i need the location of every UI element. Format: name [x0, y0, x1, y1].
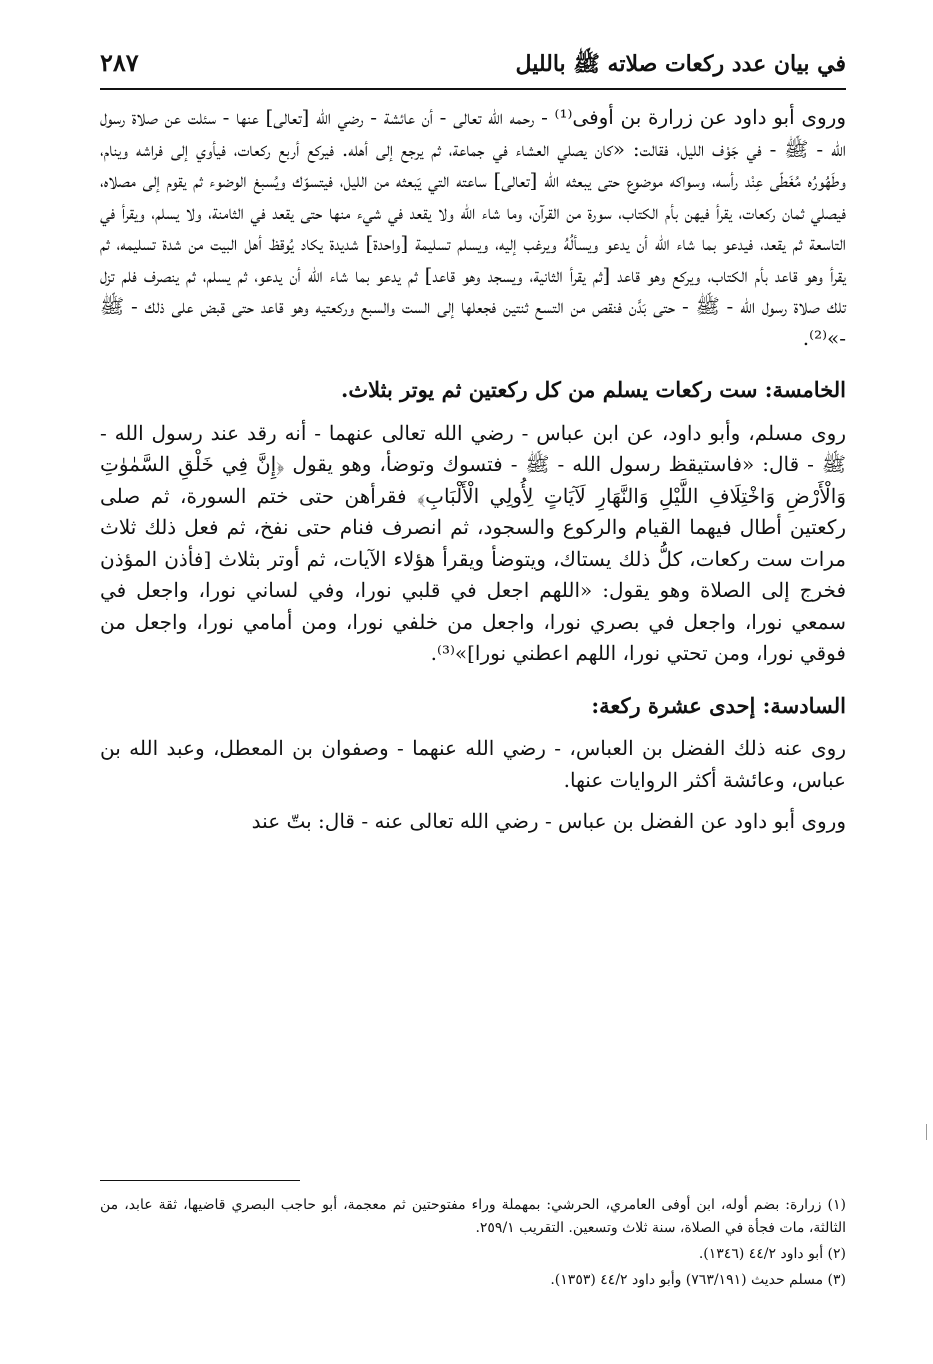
section-heading-sixth: السادسة: إحدى عشرة ركعة:: [591, 692, 846, 718]
running-header: [100, 48, 846, 90]
paragraph-ibn-abbas: روى مسلم، وأبو داود، عن ابن عباس - رضي الله تعالى عنهما - أنه رقد عند رسول الله - ﷺ - قال: «فاستيقظ رسول الله - ﷺ - فتسوك وتوضأ، وهو يقول ﴿إِنَّ فِي خَلْقِ السَّمٰوٰتِ وَالْأَرْضِ وَاخْتِلَافِ اللَّيْلِ وَالنَّهَارِ لَآيَاتٍ لِأُولِي الْأَلْبَابِ﴾ فقرأهن حتى ختم السورة، ثم صلى ركعتين أطال فيهما القيام والركوع والسجود، ثم انصرف فنام حتى نفخ، ثم فعل ذلك ثلاث مرات ست ركعات، كلُّ ذلك يستاك، ويتوضأ ويقرأ هؤلاء الآيات، ثم أوتر بثلاث [فأذن المؤذن فخرج إلى الصلاة وهو يقول: «اللهم اجعل في قلبي نورا، وفي لساني نورا، واجعل في سمعي نورا، واجعل في بصري نورا، واجعل من خلفي نورا، ومن أمامي نورا، واجعل من فوقي نورا، ومن تحتي نورا، اللهم اعطني نورا]»⁽³⁾.: [100, 420, 846, 665]
footnotes: [100, 1194, 846, 1295]
paragraph-narrators: روى عنه ذلك الفضل بن العباس، - رضي الله عنهما - وصفوان بن المعطل، وعبد الله بن عباس، وعائشة أكثر الروايات عنها.: [100, 736, 846, 792]
footnote-separator: [100, 1180, 300, 1181]
section-heading-fifth: الخامسة: ست ركعات يسلم من كل ركعتين ثم يوتر بثلاث.: [341, 377, 846, 402]
footnote-1: (١) زرارة: بضم أوله، ابن أوفى العامري، الحرشي: بمهملة وراء مفتوحتين ثم معجمة، أبو حاجب البصري قاضيها، ثقة عابد، من الثالثة، مات فجأة في الصلاة، سنة ثلاث وتسعين. التقريب ٢٥٩/١.: [100, 1197, 846, 1236]
footnote-2: (٢) أبو داود ٤٤/٢ (١٣٤٦).: [698, 1246, 846, 1262]
paragraph-fadl-ibn-abbas: وروى أبو داود عن الفضل بن عباس - رضي الله تعالى عنه - قال: بتّ عند: [251, 809, 846, 833]
page: [100, 48, 846, 838]
footnote-3: (٣) مسلم حديث (٧٦٣/١٩١) وأبو داود ٤٤/٢ (١٣٥٣).: [550, 1272, 846, 1288]
header-title: في بيان عدد ركعات صلاته ﷺ بالليل: [515, 51, 846, 77]
paragraph-abu-dawud-aisha: وروى أبو داود عن زرارة بن أوفى⁽¹⁾ - رحمه الله تعالى - أن عائشة - رضي الله [تعالى] عنها - سئلت عن صلاة رسول الله - ﷺ - في جَوْف الليل، فقالت: «كان يصلي العشاء في جماعة، ثم يرجع إلى أهله. فيركع أربع ركعات، فيأوي إلى فراشه وينام، وطَهُورُه مُغَطّى عِنْد رأسه، وسواكه موضوع حتى يبعثه الله [تعالى] ساعته التي يَبعثه من الليل، فيتسوّك ويُسبغ الوضوء ثم يقوم إلى مصلاه، فيصلي ثمان ركعات، يقرأ فيهن بأم الكتاب، سورة من القرآن، وما شاء الله ولا يقعد في شيء منها حتى يقعد في الثامنة، ولا يسلم، ويقرأ في التاسعة ثم يقعد، فيدعو بما شاء الله أن يدعو ويسألُهُ ويرغب إليه، ويسلم تسليمة [واحدة] شديدة يكاد يُوقظ أهل البيت من شدة تسليمه، ثم يقرأ وهو قاعد بأم الكتاب، ويركع وهو قاعد [ثم يقرأ الثانية، ويسجد وهو قاعد] ثم يدعو بما شاء الله أن يدعو، ثم يسلم، ثم ينصرف فلم تزل تلك صلاة رسول الله - ﷺ - حتى بَدَّن فنقص من التسع ثنتين فجعلها إلى الست والسبع وركعتيه وهو قاعد حتى قبض على ذلك - ﷺ -»⁽²⁾.: [100, 105, 846, 350]
page-number: ٢٨٧: [100, 48, 139, 77]
margin-mark: [926, 1124, 927, 1140]
body-text: [100, 102, 846, 838]
